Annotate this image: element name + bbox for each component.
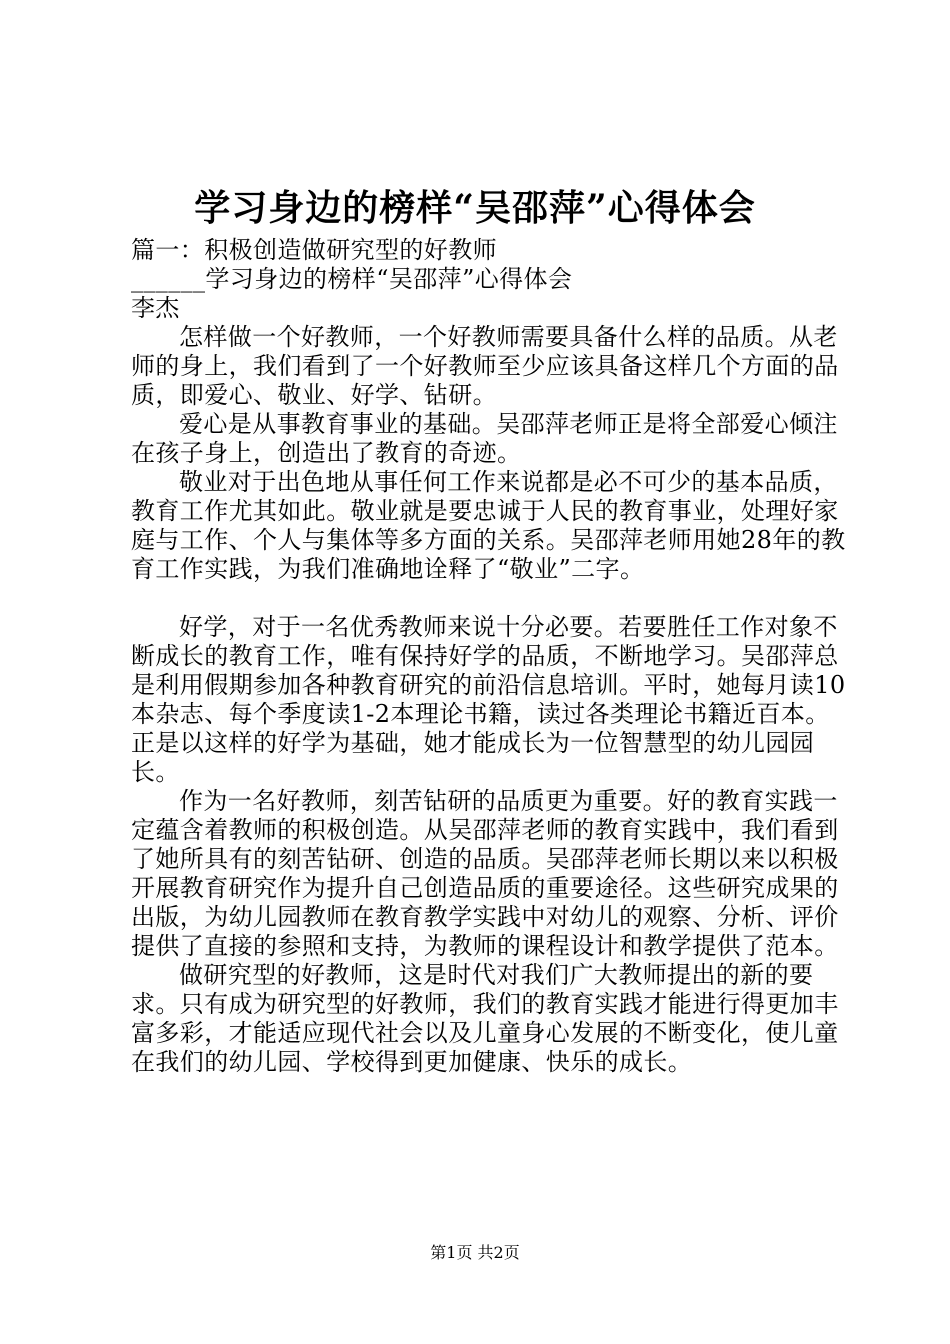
author-name: 李杰 xyxy=(131,294,180,322)
paragraph: 好学，对于一名优秀教师来说十分必要。若要胜任工作对象不断成长的教育工作，唯有保持好学的品质，不断地学习。吴邵萍总是利用假期参加各种教育研究的前沿信息培训。平时，她每月读10本杂志、每个季度读1-2本理论书籍，读过各类理论书籍近百本。正是以这样的好学为基础，她才能成长为一位智慧型的幼儿园园长。 xyxy=(131,613,846,786)
section-subheading: ______学习身边的榜样“吴邵萍”心得体会 xyxy=(131,265,573,293)
paragraph: 做研究型的好教师，这是时代对我们广大教师提出的新的要求。只有成为研究型的好教师，我们的教育实践才能进行得更加丰富多彩，才能适应现代社会以及儿童身心发展的不断变化，使儿童在我们的幼儿园、学校得到更加健康、快乐的成长。 xyxy=(131,961,839,1076)
paragraph: 爱心是从事教育事业的基础。吴邵萍老师正是将全部爱心倾注在孩子身上，创造出了教育的奇迹。 xyxy=(131,410,838,467)
paragraph: 作为一名好教师，刻苦钻研的品质更为重要。好的教育实践一定蕴含着教师的积极创造。从吴邵萍老师的教育实践中，我们看到了她所具有的刻苦钻研、创造的品质。吴邵萍老师长期以来以积极开展教育研究作为提升自己创造品质的重要途径。这些研究成果的出版，为幼儿园教师在教育教学实践中对幼儿的观察、分析、评价提供了直接的参照和支持，为教师的课程设计和教学提供了范本。 xyxy=(131,787,839,960)
document-title: 学习身边的榜样“吴邵萍”心得体会 xyxy=(194,187,756,229)
page-footer: 第1页 共2页 xyxy=(430,1243,520,1262)
section-heading: 篇一：积极创造做研究型的好教师 xyxy=(131,236,497,264)
paragraph: 敬业对于出色地从事任何工作来说都是必不可少的基本品质，教育工作尤其如此。敬业就是要忠诚于人民的教育事业，处理好家庭与工作、个人与集体等多方面的关系。吴邵萍老师用她28年的教育工作实践，为我们准确地诠释了“敬业”二字。 xyxy=(131,468,846,583)
paragraph: 怎样做一个好教师，一个好教师需要具备什么样的品质。从老师的身上，我们看到了一个好教师至少应该具备这样几个方面的品质，即爱心、敬业、好学、钻研。 xyxy=(131,323,839,409)
paragraph-gap xyxy=(131,584,851,613)
document-body xyxy=(131,236,851,1077)
